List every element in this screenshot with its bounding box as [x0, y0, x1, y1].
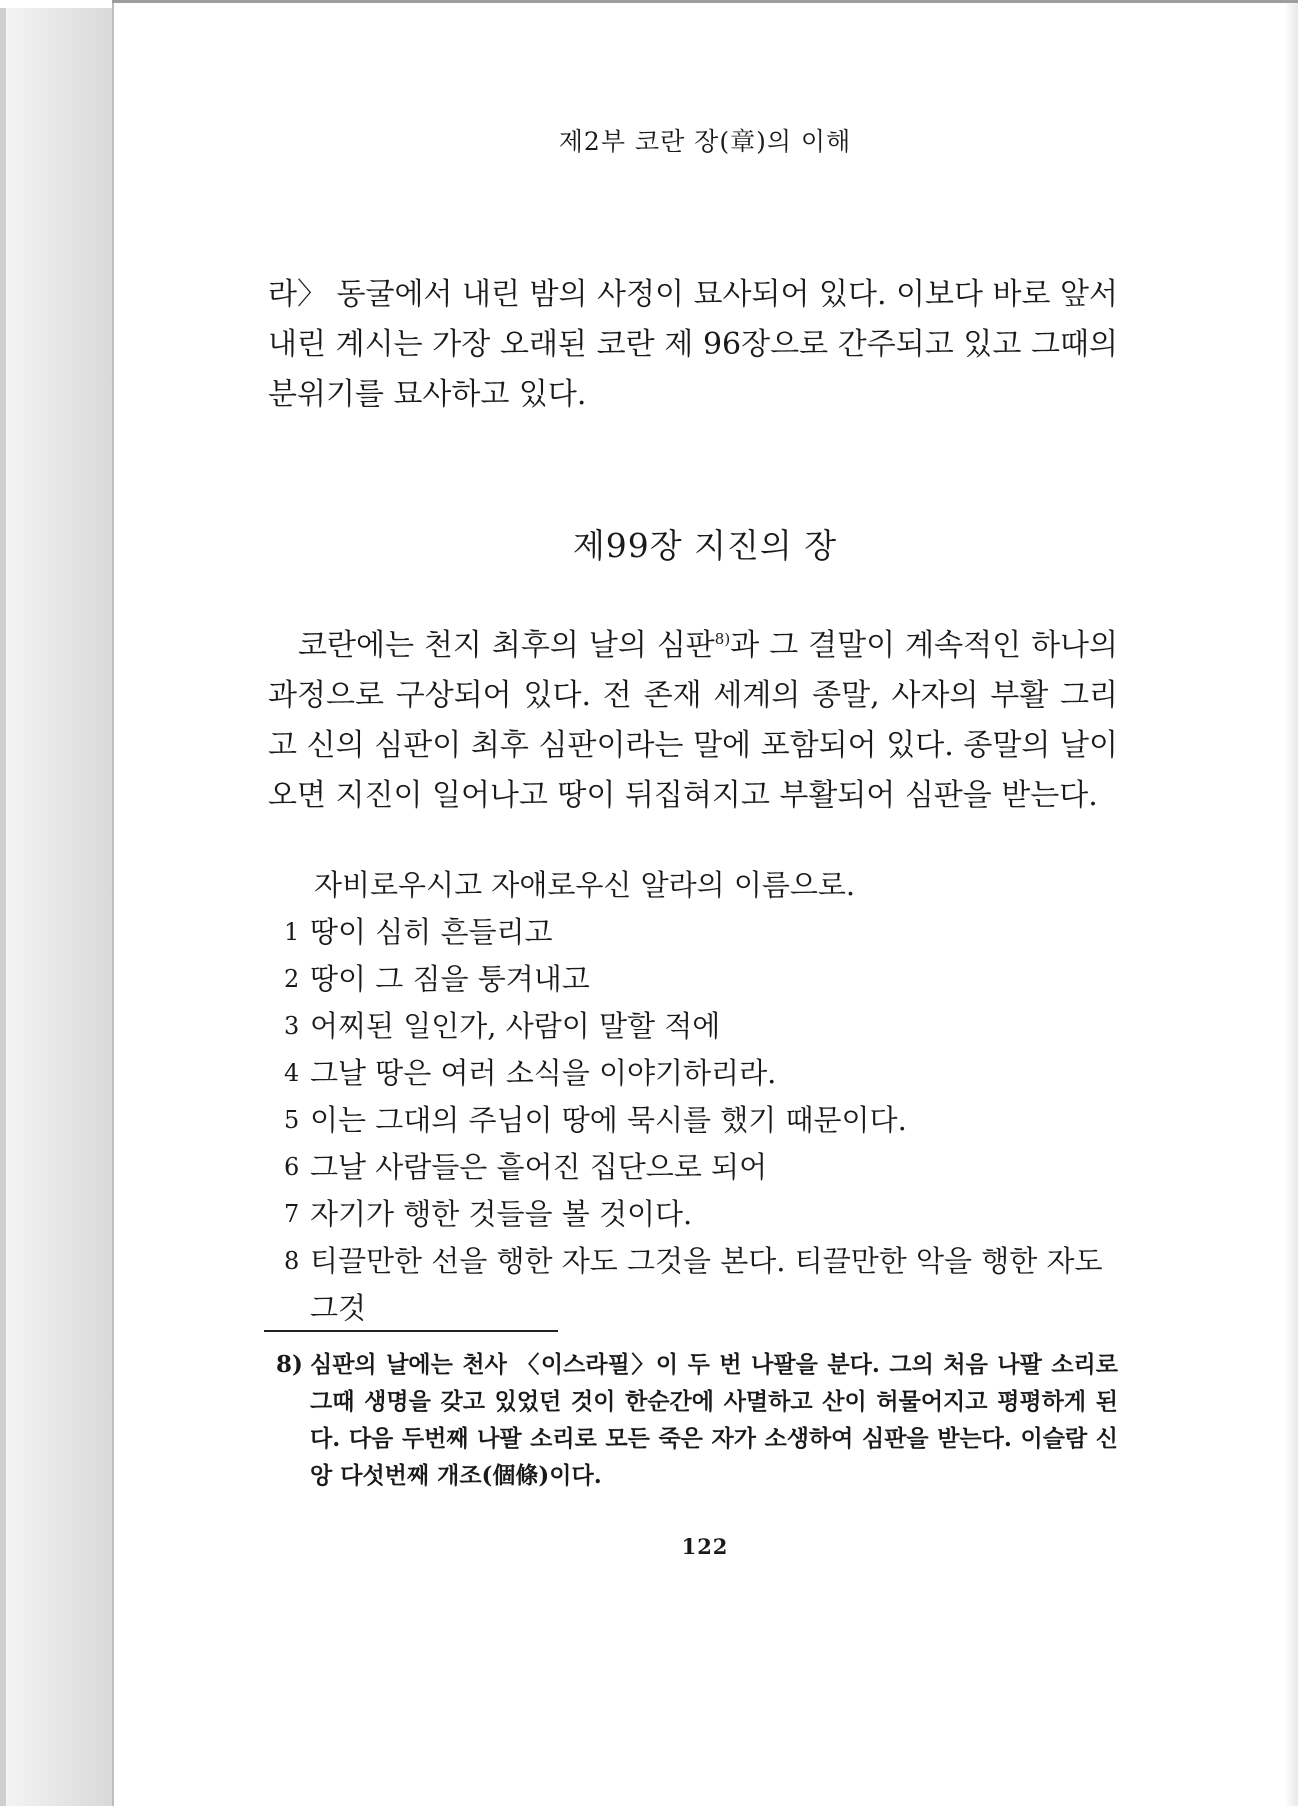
book-spine-edge	[0, 8, 6, 1806]
verse-number: 2	[284, 965, 300, 993]
verse-text: 티끌만한 선을 행한 자도 그것을 본다. 티끌만한 악을 행한 자도 그것	[310, 1244, 1103, 1325]
intro-paragraph: 라〉 동굴에서 내린 밤의 사정이 묘사되어 있다. 이보다 바로 앞서 내린 계시는 가장 오래된 코란 제 96장으로 간주되고 있고 그때의 분위기를 묘사하고 있다.	[268, 277, 1118, 412]
verse-number: 8	[284, 1247, 300, 1275]
verse-item	[284, 1050, 1120, 1097]
verse-number: 1	[284, 918, 300, 946]
footnote-reference[interactable]: 8)	[714, 630, 731, 648]
body-block	[268, 614, 1118, 821]
verse-list	[284, 862, 1120, 1332]
intro-block	[268, 270, 1118, 420]
verse-number: 5	[284, 1106, 300, 1134]
verse-number: 3	[284, 1012, 300, 1040]
verse-text: 자기가 행한 것들을 볼 것이다.	[310, 1197, 693, 1231]
verse-item	[284, 1003, 1120, 1050]
footnote-mark: 8)	[276, 1351, 303, 1378]
verse-text: 그날 사람들은 흩어진 집단으로 되어	[310, 1150, 768, 1184]
body-paragraph	[268, 614, 1118, 821]
verse-text: 땅이 그 짐을 퉁겨내고	[310, 962, 590, 996]
footnote-rule	[264, 1330, 558, 1332]
page-top-edge	[112, 0, 1298, 3]
footnote	[276, 1346, 1118, 1494]
running-head: 제2부 코란 장(章)의 이해	[558, 127, 852, 156]
verse-number: 7	[284, 1200, 300, 1228]
page-number: 122	[681, 1534, 729, 1559]
footnote-text: 심판의 날에는 천사 〈이스라필〉이 두 번 나팔을 분다. 그의 처음 나팔 소리로 그때 생명을 갖고 있었던 것이 한순간에 사멸하고 산이 허물어지고 평평하게 된다. 다음 두번째 나팔 소리로 모든 죽은 자가 소생하여 심판을 받는다. 이슬람 신앙 다섯번째 개조(個條)이다.	[310, 1351, 1118, 1489]
verse-number: 6	[284, 1153, 300, 1181]
verse-item	[284, 1238, 1120, 1332]
verse-text: 땅이 심히 흔들리고	[310, 915, 553, 949]
verse-text: 어찌된 일인가, 사람이 말할 적에	[310, 1009, 721, 1043]
verse-item	[284, 1191, 1120, 1238]
body-text-before-note: 코란에는 천지 최후의 날의 심판	[298, 628, 715, 663]
verse-item	[284, 1144, 1120, 1191]
invocation: 자비로우시고 자애로우신 알라의 이름으로.	[314, 868, 856, 902]
verse-text: 이는 그대의 주님이 땅에 묵시를 했기 때문이다.	[310, 1103, 907, 1137]
verse-item	[284, 956, 1120, 1003]
footnote-row	[276, 1346, 1118, 1494]
verse-number: 4	[284, 1059, 300, 1087]
verse-item	[284, 1097, 1120, 1144]
book-spine	[0, 8, 112, 1806]
verse-item	[284, 909, 1120, 956]
verse-text: 그날 땅은 여러 소식을 이야기하리라.	[310, 1056, 777, 1090]
page-edge-shadow	[1284, 0, 1298, 1806]
chapter-title: 제99장 지진의 장	[572, 526, 838, 565]
body-text-after-note: 과 그 결말이 계속적인 하나의 과정으로 구상되어 있다. 전 존재 세계의 종말, 사자의 부활 그리고 신의 심판이 최후 심판이라는 말에 포함되어 있다. 종말의 날이 오면 지진이 일어나고 땅이 뒤집혀지고 부활되어 심판을 받는다.	[268, 628, 1119, 813]
